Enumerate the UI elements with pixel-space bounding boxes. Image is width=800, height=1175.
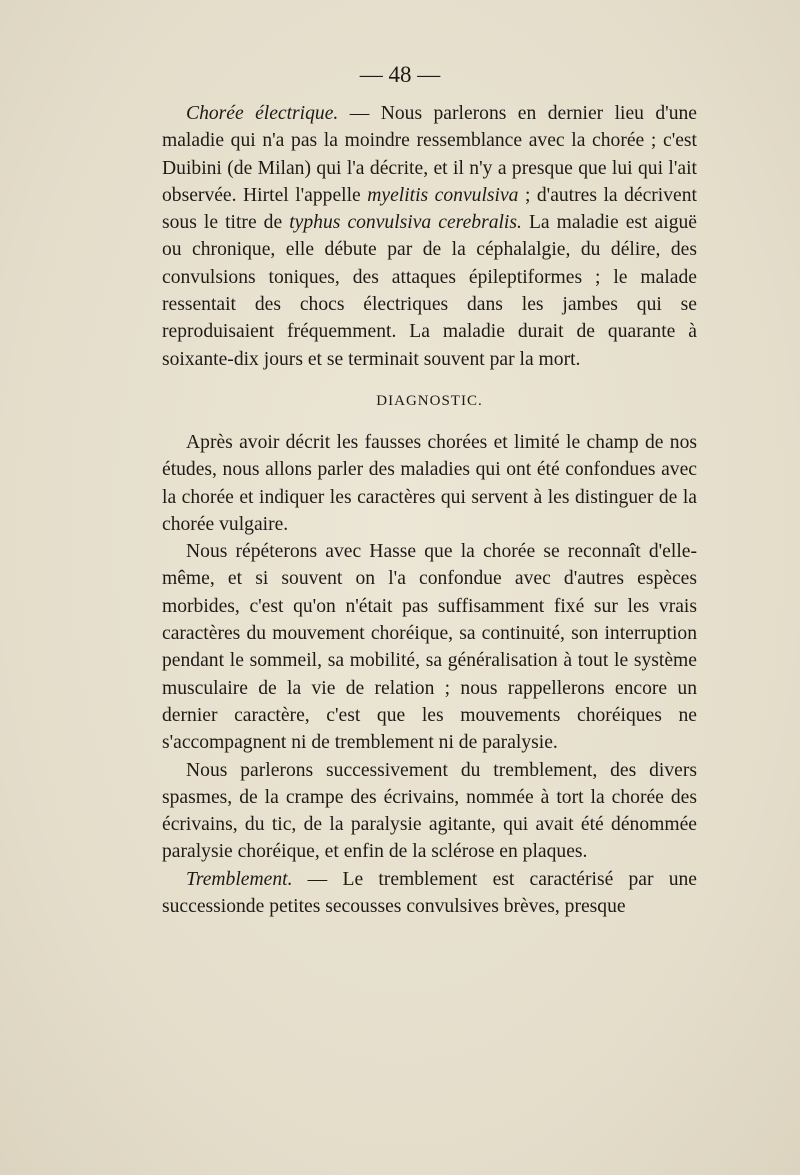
paragraph-list: Nous parlerons successivement du tremblement, des divers spasmes, de la crampe des écrivains, nommée à tort la chorée des écrivains, du tic, de la paralysie agitante, qui avait été dénommée paralysie choréique, et enfin de la sclérose en plaques. bbox=[162, 759, 697, 863]
paragraph-hasse: Nous répéterons avec Hasse que la chorée se reconnaît d'elle-même, et si souvent on l'a confondue avec d'autres espèces morbides, c'est qu'on n'était pas suffisamment fixé sur les vrais caractères du mouvement choréique, sa continuité, son interruption pendant le sommeil, sa mobilité, sa généralisation à tout le système musculaire de la vie de relation ; nous rappellerons encore un dernier caractère, c'est que les mouvements choréiques ne s'accompagnent ni de tremblement ni de paralysie. bbox=[162, 541, 697, 754]
section-heading: DIAGNOSTIC. bbox=[376, 392, 483, 409]
paragraph-intro: Après avoir décrit les fausses chorées et limité le champ de nos études, nous allons parler des maladies qui ont été confondues avec la chorée et indiquer les caractères qui servent à les distinguer de la chorée vulgaire. bbox=[162, 431, 697, 535]
para1-text-1: — Nous parlerons en dernier lieu d'une maladie qui n'a pas la moindre ressemblance avec la chorée ; c'est Duibini (de Milan) qui l'a décrite, et il n'y a presque que lui qui l'ait observée. Hirtel l'appelle bbox=[162, 103, 697, 206]
para5-text: — Le tremblement est caractérisé par une successionde petites secousses convulsives brèves, presque bbox=[162, 868, 697, 918]
term-myelitis: myelitis convulsiva bbox=[367, 184, 519, 206]
paragraph-choree-electrique bbox=[162, 100, 697, 373]
paragraph-tremblement bbox=[162, 866, 697, 921]
term-choree-electrique: Chorée électrique. bbox=[186, 103, 339, 124]
term-typhus: typhus convulsiva cerebralis. bbox=[289, 212, 522, 234]
page-number: — 48 — bbox=[359, 62, 441, 87]
para1-text-3: La maladie est aiguë ou chronique, elle débute par de la céphalalgie, du délire, des convulsions toniques, des attaques épileptiformes ; le malade ressentait des chocs électriques dans les jambes qui se reproduisaient fréquemment. La maladie durait de quarante à soixante-dix jours et se terminait souvent par la mort. bbox=[162, 212, 697, 370]
term-tremblement: Tremblement. bbox=[186, 868, 293, 890]
para1-text-2: ; d'autres la décrivent sous le titre de bbox=[162, 184, 697, 234]
body-text bbox=[162, 100, 697, 920]
